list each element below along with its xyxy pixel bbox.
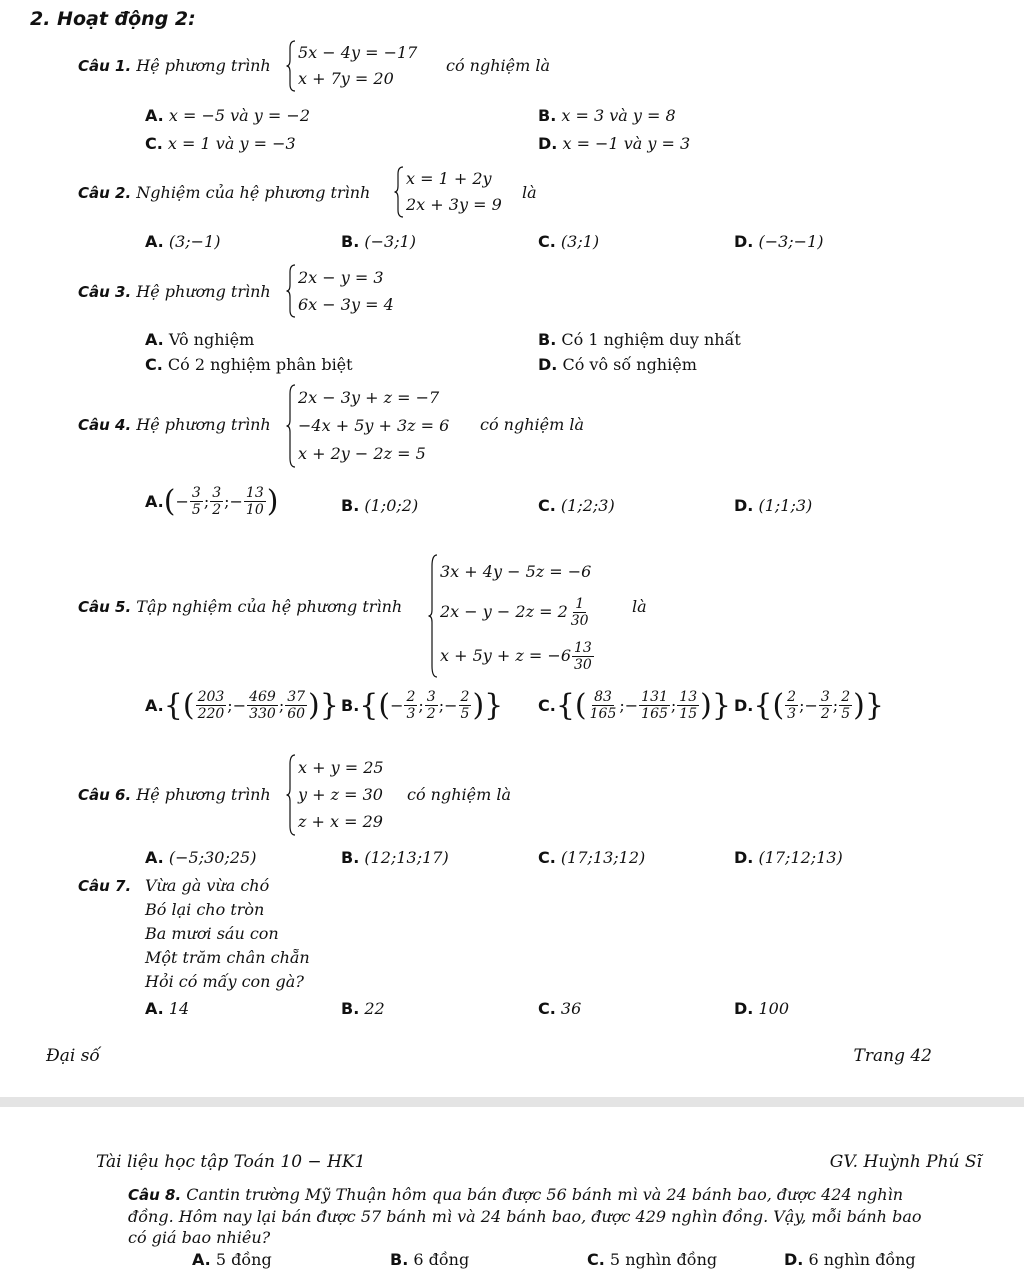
section-title: 2. Hoạt động 2:	[30, 8, 196, 30]
option-letter: A.	[145, 848, 164, 867]
question-label: Câu 8.	[128, 1186, 182, 1204]
minus-sign: −	[175, 492, 189, 511]
option-text: (−3;−1)	[758, 232, 824, 251]
brace-icon	[286, 754, 296, 836]
option-text: (3;−1)	[168, 232, 221, 251]
question-text: Hệ phương trình	[136, 415, 271, 434]
option-c	[538, 848, 645, 867]
option-text: (12;13;17)	[364, 848, 449, 867]
option-letter: D.	[784, 1250, 804, 1269]
option-b	[341, 232, 416, 251]
fraction: $\frac{3}{5}$	[191, 485, 201, 518]
equation: x + y = 25	[298, 757, 384, 777]
option-letter: B.	[341, 496, 360, 515]
option-a	[145, 999, 189, 1018]
option-text: 100	[758, 999, 789, 1018]
option-a	[145, 106, 310, 125]
question-4	[78, 415, 271, 434]
option-a: A. {( $\frac{203}{220}$ ; − $\frac{469}{330}$ ; $\frac{37}{60}$ )}	[145, 688, 339, 723]
option-c	[587, 1250, 717, 1269]
question-text: đồng. Hôm nay lại bán được 57 bánh mì và 24 bánh bao, được 429 nghìn đồng. Vậy, mỗi bánh bao	[128, 1207, 922, 1226]
option-text: (17;13;12)	[560, 848, 646, 867]
poem-line: Hỏi có mấy con gà?	[145, 972, 304, 991]
option-d	[784, 1250, 916, 1269]
question-text: Tập nghiệm của hệ phương trình	[136, 597, 403, 616]
equation: 2x + 3y = 9	[406, 195, 502, 214]
option-c	[145, 355, 353, 374]
option-letter: B.	[341, 999, 360, 1018]
question-suffix: có nghiệm là	[480, 415, 585, 434]
option-b	[390, 1250, 469, 1269]
question-text: Cantin trường Mỹ Thuận hôm qua bán được 56 bánh mì và 24 bánh bao, được 424 nghìn	[186, 1185, 904, 1204]
brace-icon	[394, 166, 404, 218]
separator: ;	[203, 492, 210, 511]
option-c	[538, 496, 615, 515]
equation: 2x − 3y + z = −7	[298, 388, 440, 407]
option-letter: C.	[145, 355, 163, 374]
option-letter: C.	[538, 696, 556, 715]
option-b	[341, 999, 385, 1018]
option-letter: B.	[538, 330, 557, 349]
separator: ;	[224, 492, 230, 511]
question-text: Hệ phương trình	[136, 785, 271, 804]
option-text: 5 đồng	[215, 1250, 272, 1269]
question-text: Nghiệm của hệ phương trình	[136, 183, 371, 202]
option-letter: A.	[192, 1250, 211, 1269]
question-label: Câu 6.	[78, 786, 132, 804]
equation: −4x + 5y + 3z = 6	[298, 416, 450, 435]
question-5	[78, 597, 402, 616]
question-1	[78, 56, 271, 75]
equation-system-3	[286, 264, 394, 318]
brace-icon	[428, 554, 438, 678]
option-c	[538, 999, 581, 1018]
option-text: (−3;1)	[364, 232, 417, 251]
option-a	[192, 1250, 272, 1269]
poem-line: Ba mươi sáu con	[145, 924, 279, 943]
option-text: Vô nghiệm	[168, 330, 255, 349]
option-text: Có 2 nghiệm phân biệt	[167, 355, 353, 374]
option-letter: D.	[734, 848, 754, 867]
option-letter: B.	[341, 848, 360, 867]
equation: 2x − y = 3	[298, 267, 384, 287]
option-a	[145, 848, 256, 867]
option-text: 36	[560, 999, 582, 1018]
poem	[145, 874, 310, 994]
brace-icon	[286, 40, 296, 92]
option-text: (17;12;13)	[758, 848, 843, 867]
option-text: x = −5 và y = −2	[168, 106, 310, 125]
option-text: 6 nghìn đồng	[808, 1250, 916, 1269]
option-d	[734, 496, 812, 515]
option-letter: B.	[341, 232, 360, 251]
question-suffix: là	[522, 183, 537, 202]
header-right: GV. Huỳnh Phú Sĩ	[829, 1152, 982, 1172]
option-letter: A.	[145, 999, 164, 1018]
option-b	[341, 848, 449, 867]
option-text: (1;0;2)	[364, 496, 419, 515]
option-text: Có vô số nghiệm	[562, 355, 697, 374]
option-letter: B.	[390, 1250, 409, 1269]
question-text: Hệ phương trình	[136, 56, 271, 75]
equation: x + 2y − 2z = 5	[298, 444, 426, 463]
header-left: Tài liệu học tập Toán 10 − HK1	[96, 1152, 366, 1172]
option-letter: C.	[538, 848, 556, 867]
question-text: Hệ phương trình	[136, 282, 271, 301]
equation-system-1	[286, 40, 417, 92]
question-label: Câu 3.	[78, 283, 132, 301]
question-text: có giá bao nhiêu?	[128, 1228, 271, 1247]
option-c	[538, 232, 599, 251]
option-d	[734, 848, 843, 867]
question-label: Câu 1.	[78, 57, 132, 75]
footer-left: Đại số	[46, 1046, 100, 1066]
option-text: x = −1 và y = 3	[562, 134, 691, 153]
equation: y + z = 30	[298, 784, 383, 804]
option-b	[538, 330, 741, 349]
equation: 3x + 4y − 5z = −6	[440, 562, 592, 582]
question-suffix: là	[632, 597, 647, 616]
option-text: x = 3 và y = 8	[561, 106, 676, 125]
question-8	[128, 1184, 921, 1248]
equation: 5x − 4y = −17	[298, 43, 418, 62]
equation-system-2	[394, 166, 502, 218]
equation: z + x = 29	[298, 812, 383, 832]
equation-system-5	[428, 554, 595, 678]
option-letter: D.	[734, 999, 754, 1018]
option-d: D. {( $\frac{2}{3}$ ; − $\frac{3}{2}$ ; $\frac{2}{5}$ )}	[734, 688, 884, 723]
option-b	[538, 106, 676, 125]
poem-line: Vừa gà vừa chó	[145, 876, 270, 895]
question-suffix: có nghiệm là	[446, 56, 551, 75]
question-label: Câu 7.	[78, 877, 132, 895]
brace-icon	[286, 264, 296, 318]
option-text: x = 1 và y = −3	[167, 134, 296, 153]
fraction: $\frac{3}{2}$	[212, 485, 222, 518]
equation: x + 5y + z = −6 $\frac{13}{30}$	[440, 639, 592, 673]
equation-system-6	[286, 754, 384, 836]
option-letter: A.	[145, 232, 164, 251]
question-3	[78, 282, 271, 301]
equation: x + 7y = 20	[298, 69, 394, 88]
option-d	[734, 999, 789, 1018]
brace-icon	[286, 384, 296, 468]
option-a	[145, 484, 278, 519]
poem-line: Một trăm chân chẵn	[145, 948, 310, 967]
option-text: (−5;30;25)	[168, 848, 257, 867]
option-c: C. {( $\frac{83}{165}$ ; − $\frac{131}{165}$ ; $\frac{13}{15}$ )}	[538, 688, 731, 723]
fraction: $\frac{13}{10}$	[245, 485, 264, 518]
equation: x = 1 + 2y	[406, 169, 492, 188]
option-b: B. {( − $\frac{2}{3}$ ; $\frac{3}{2}$ ; − $\frac{2}{5}$ )}	[341, 688, 504, 723]
option-letter: D.	[734, 232, 754, 251]
footer-page-number: Trang 42	[853, 1046, 932, 1066]
question-label: Câu 5.	[78, 598, 132, 616]
option-letter: A.	[145, 330, 164, 349]
option-letter: C.	[145, 134, 163, 153]
equation: 6x − 3y = 4	[298, 294, 394, 314]
option-letter: D.	[538, 355, 558, 374]
option-letter: A.	[145, 696, 164, 715]
option-d	[734, 232, 824, 251]
question-2	[78, 183, 370, 202]
option-text: (1;2;3)	[560, 496, 615, 515]
equation: 2x − y − 2z = 2 $\frac{1}{30}$	[440, 595, 589, 629]
option-letter: D.	[734, 696, 754, 715]
close-paren: )	[266, 484, 279, 519]
poem-line: Bó lại cho tròn	[145, 900, 265, 919]
question-6	[78, 785, 271, 804]
question-label: Câu 2.	[78, 184, 132, 202]
option-text: 6 đồng	[413, 1250, 470, 1269]
option-letter: A.	[145, 492, 164, 511]
option-text: 22	[364, 999, 385, 1018]
minus-sign: −	[229, 492, 243, 511]
open-paren: (	[163, 484, 176, 519]
option-a	[145, 330, 254, 349]
option-letter: C.	[538, 232, 556, 251]
page-separator	[0, 1097, 1024, 1107]
option-letter: A.	[145, 106, 164, 125]
option-d	[538, 134, 690, 153]
option-letter: D.	[538, 134, 558, 153]
option-b	[341, 496, 418, 515]
equation-system-4	[286, 384, 449, 468]
option-c	[145, 134, 296, 153]
option-a	[145, 232, 221, 251]
question-label: Câu 4.	[78, 416, 132, 434]
option-text: (1;1;3)	[758, 496, 813, 515]
option-text: 14	[168, 999, 190, 1018]
option-letter: B.	[538, 106, 557, 125]
option-letter: C.	[587, 1250, 605, 1269]
option-letter: C.	[538, 496, 556, 515]
option-letter: B.	[341, 696, 360, 715]
option-letter: C.	[538, 999, 556, 1018]
option-text: (3;1)	[560, 232, 600, 251]
option-d	[538, 355, 697, 374]
option-letter: D.	[734, 496, 754, 515]
option-text: Có 1 nghiệm duy nhất	[561, 330, 741, 349]
question-suffix: có nghiệm là	[407, 785, 512, 804]
option-text: 5 nghìn đồng	[609, 1250, 718, 1269]
